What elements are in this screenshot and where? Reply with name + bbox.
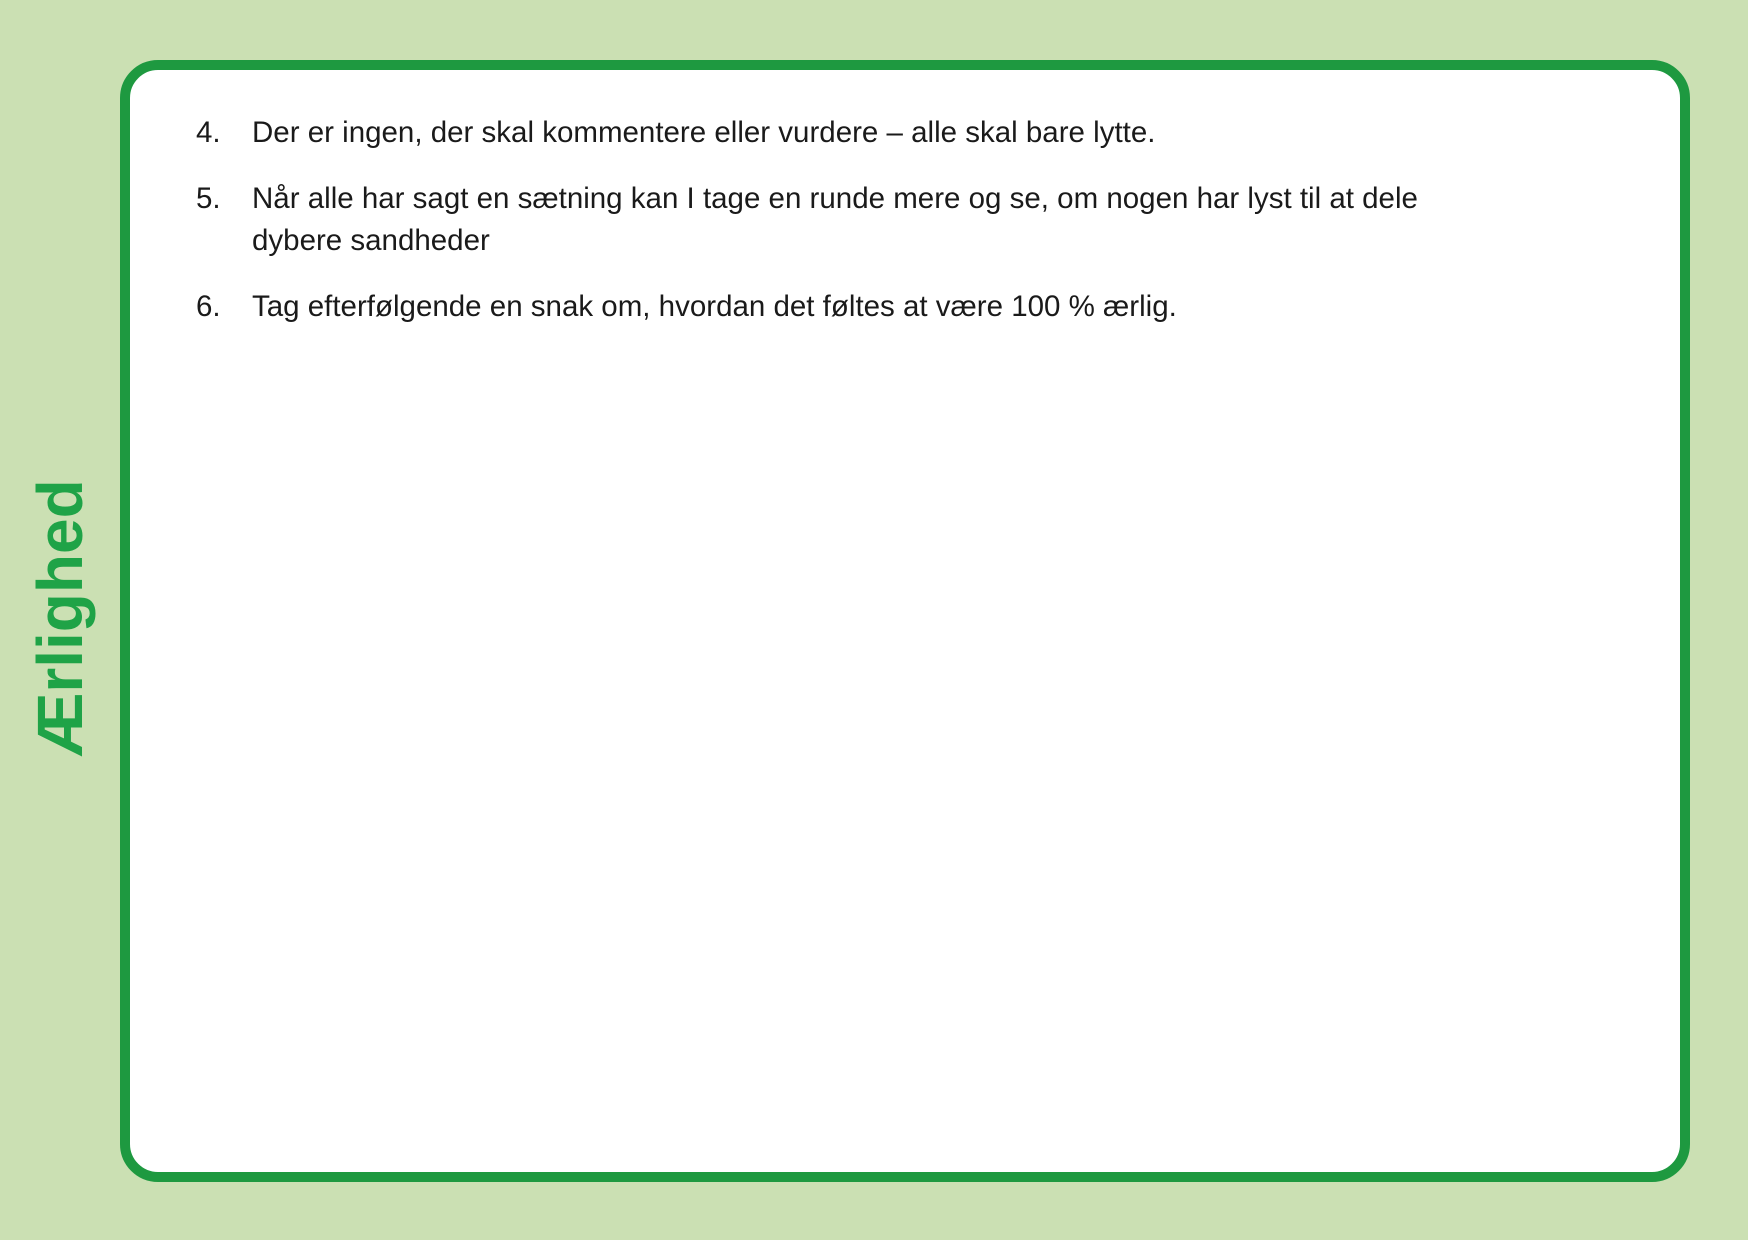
content-card bbox=[120, 60, 1690, 1182]
list-item-text bbox=[252, 178, 1450, 262]
list-item-line: Tag efterfølgende en snak om, hvordan det føltes at være 100 % ærlig. bbox=[252, 290, 1177, 323]
vertical-slide-title: Ærlighed bbox=[24, 479, 96, 757]
list-item-line: Der er ingen, der skal kommentere eller vurdere – alle skal bare lytte. bbox=[252, 116, 1156, 149]
list-item-number: 6. bbox=[196, 290, 221, 323]
list-item-number: 5. bbox=[196, 182, 221, 215]
list-item-number: 4. bbox=[196, 116, 221, 149]
list-item bbox=[196, 178, 1450, 262]
numbered-list bbox=[130, 70, 1680, 352]
list-item bbox=[196, 286, 1450, 328]
list-item-line: dybere sandheder bbox=[252, 224, 490, 257]
list-item bbox=[196, 112, 1450, 154]
list-item-text bbox=[252, 286, 1450, 328]
list-item-text bbox=[252, 112, 1450, 154]
list-item-line: Når alle har sagt en sætning kan I tage en runde mere og se, om nogen har lyst til at dele bbox=[252, 182, 1418, 215]
